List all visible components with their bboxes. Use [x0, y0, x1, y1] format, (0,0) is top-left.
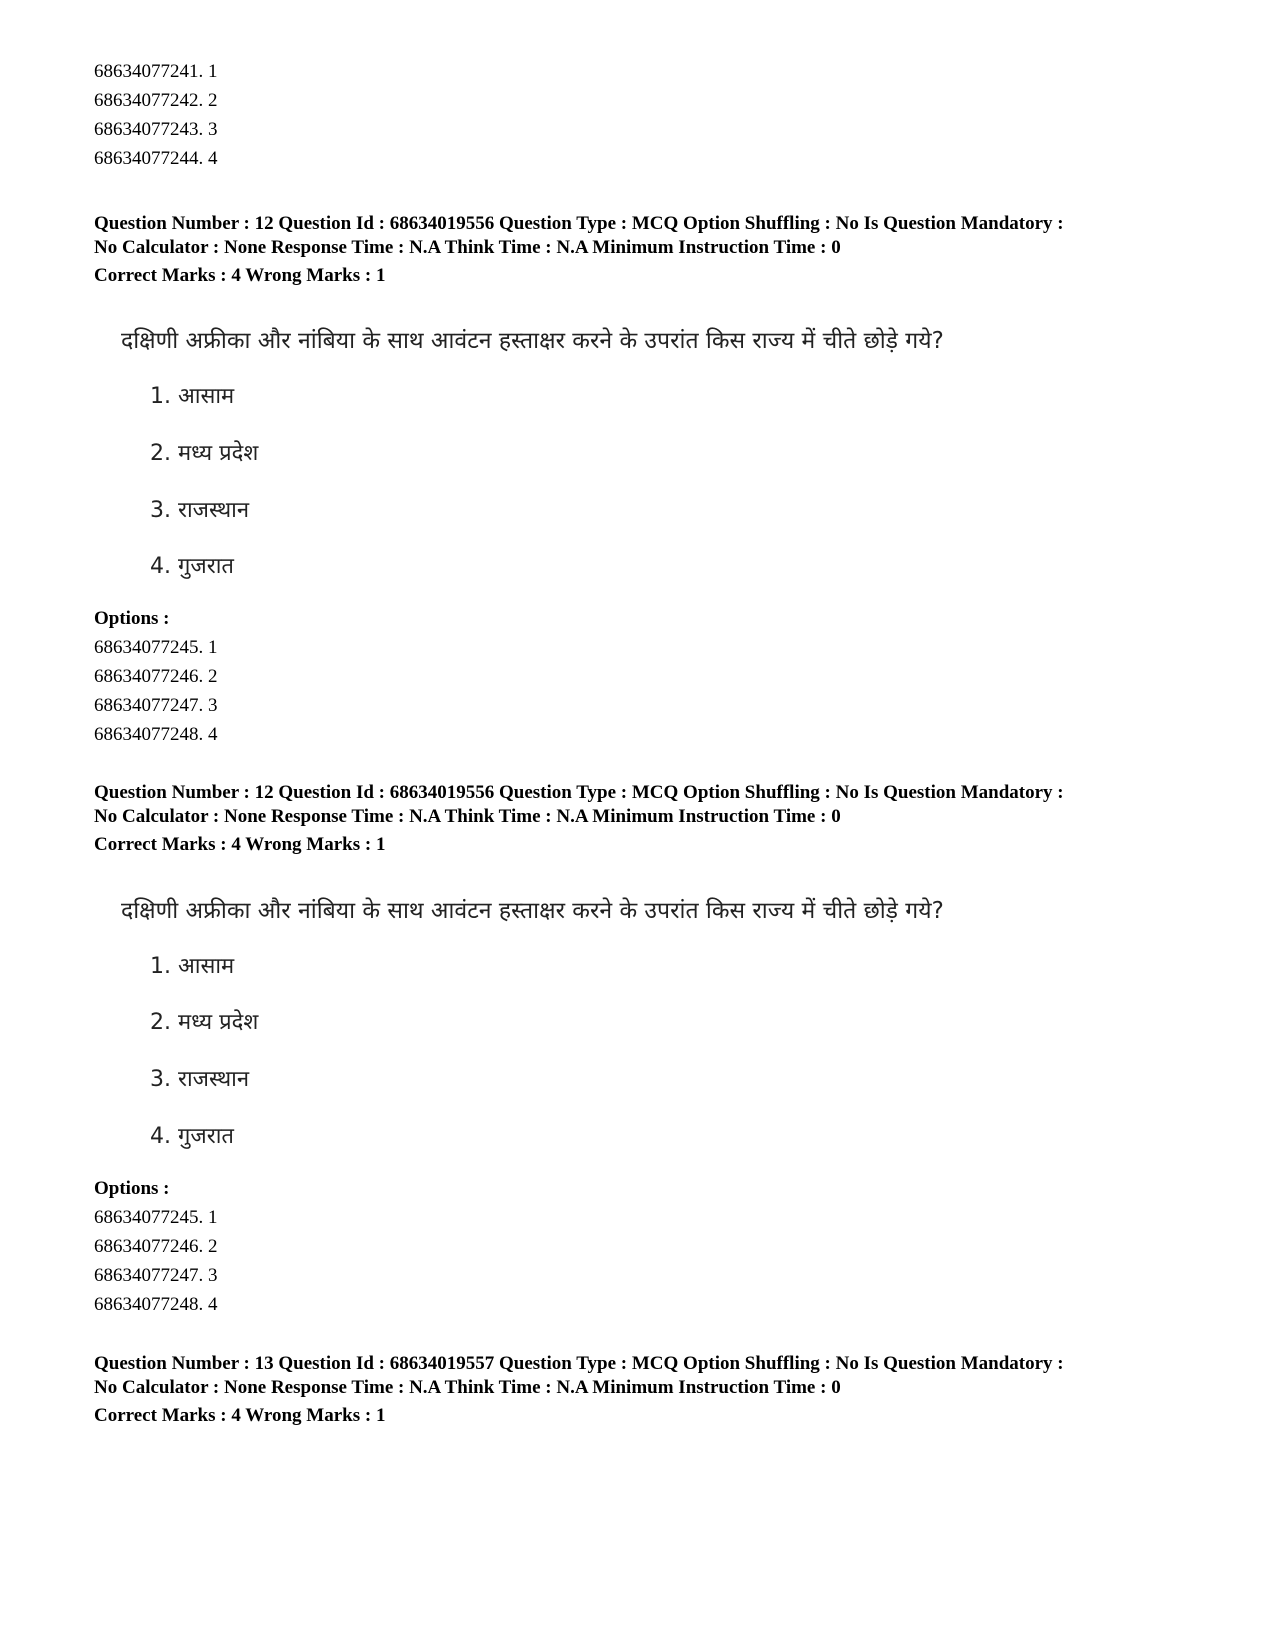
answer-choice: 3. राजस्थान — [150, 498, 250, 523]
question-header — [94, 1352, 1064, 1428]
question-text: दक्षिणी अफ्रीका और नांबिया के साथ आवंटन हस्ताक्षर करने के उपरांत किस राज्य में चीते छोड़े गये? — [121, 328, 944, 354]
answer-choice: 2. मध्य प्रदेश — [150, 1010, 259, 1035]
answer-choice: 3. राजस्थान — [150, 1067, 250, 1092]
option-line: 68634077243. 3 — [94, 119, 218, 140]
question-marks: Correct Marks : 4 Wrong Marks : 1 — [94, 1405, 386, 1426]
question-marks: Correct Marks : 4 Wrong Marks : 1 — [94, 265, 386, 286]
option-line: 68634077242. 2 — [94, 90, 218, 111]
answer-choice: 1. आसाम — [150, 954, 235, 979]
option-line: 68634077245. 1 — [94, 1207, 218, 1228]
question-text: दक्षिणी अफ्रीका और नांबिया के साथ आवंटन हस्ताक्षर करने के उपरांत किस राज्य में चीते छोड़े गये? — [121, 898, 944, 924]
option-line: 68634077241. 1 — [94, 61, 218, 82]
options-section — [94, 604, 218, 749]
answer-choice: 2. मध्य प्रदेश — [150, 441, 259, 466]
option-line: 68634077245. 1 — [94, 637, 218, 658]
options-section — [94, 1174, 218, 1319]
top-options-list — [94, 57, 218, 173]
option-line: 68634077248. 4 — [94, 724, 218, 745]
question-meta-line-1: Question Number : 13 Question Id : 68634019557 Question Type : MCQ Option Shuffling : No Is Question Mandatory : — [94, 1353, 1064, 1374]
option-line: 68634077247. 3 — [94, 1265, 218, 1286]
question-header — [94, 212, 1064, 288]
options-label: Options : — [94, 1178, 170, 1199]
question-marks: Correct Marks : 4 Wrong Marks : 1 — [94, 834, 386, 855]
question-meta-line-2: No Calculator : None Response Time : N.A Think Time : N.A Minimum Instruction Time : 0 — [94, 806, 841, 827]
question-meta-line-1: Question Number : 12 Question Id : 68634019556 Question Type : MCQ Option Shuffling : No Is Question Mandatory : — [94, 213, 1064, 234]
options-label: Options : — [94, 608, 170, 629]
question-meta-line-2: No Calculator : None Response Time : N.A Think Time : N.A Minimum Instruction Time : 0 — [94, 237, 841, 258]
answer-choice: 4. गुजरात — [150, 554, 234, 579]
option-line: 68634077247. 3 — [94, 695, 218, 716]
answer-choice: 1. आसाम — [150, 384, 235, 409]
answer-choice: 4. गुजरात — [150, 1124, 234, 1149]
option-line: 68634077248. 4 — [94, 1294, 218, 1315]
question-meta-line-2: No Calculator : None Response Time : N.A Think Time : N.A Minimum Instruction Time : 0 — [94, 1377, 841, 1398]
option-line: 68634077246. 2 — [94, 666, 218, 687]
option-line: 68634077244. 4 — [94, 148, 218, 169]
question-header — [94, 781, 1064, 857]
question-meta-line-1: Question Number : 12 Question Id : 68634019556 Question Type : MCQ Option Shuffling : No Is Question Mandatory : — [94, 782, 1064, 803]
option-line: 68634077246. 2 — [94, 1236, 218, 1257]
